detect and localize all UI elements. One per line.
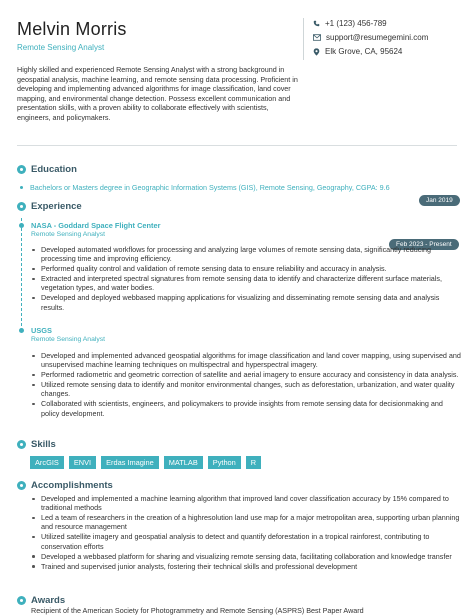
experience-timeline <box>21 218 22 326</box>
email-text: support@resumegemini.com <box>326 33 429 42</box>
job-role: Remote Sensing Analyst <box>31 231 106 238</box>
contact-email[interactable] <box>313 33 428 42</box>
contact-location <box>313 47 402 56</box>
header-divider <box>303 18 304 60</box>
accomplishments-list <box>31 494 461 572</box>
section-bullet-icon <box>17 481 26 490</box>
skills-heading: Skills <box>31 439 56 450</box>
experience-section-header <box>17 201 82 212</box>
candidate-title: Remote Sensing Analyst <box>17 43 105 52</box>
list-item: Developed and implemented a machine learning algorithm that improved land cover classification accuracy by 15% compared to traditional methods <box>41 494 461 512</box>
skill-tag: MATLAB <box>164 456 203 469</box>
awards-section-header <box>17 595 65 606</box>
list-item: Performed radiometric and geometric correction of satellite and aerial imagery to ensure accuracy and consistency in data analysis. <box>41 370 461 379</box>
experience-heading: Experience <box>31 201 82 212</box>
skill-tag: Python <box>208 456 241 469</box>
list-item: Developed and implemented advanced geospatial algorithms for image classification and land cover mapping, using supervised and unsupervised machine learning techniques on multispectral and hyperspectral imagery. <box>41 351 461 370</box>
skills-section-header <box>17 439 56 450</box>
list-item: Extracted and interpreted spectral signatures from remote sensing data to identify and characterize different surface materials, vegetation types, and water bodies. <box>41 274 449 292</box>
accomplishments-section-header <box>17 480 113 491</box>
skill-tag: ENVI <box>69 456 96 469</box>
location-text: Elk Grove, CA, 95624 <box>325 47 403 56</box>
list-item: Trained and supervised junior analysts, fostering their technical skills and professional development <box>41 562 461 571</box>
skill-tag: Erdas Imagine <box>101 456 159 469</box>
skills-list <box>30 456 261 469</box>
award-item: Recipient of the American Society for Photogrammetry and Remote Sensing (ASPRS) Best Paper Award <box>31 606 364 615</box>
skill-tag: R <box>246 456 261 469</box>
job-bullets <box>31 245 449 313</box>
section-bullet-icon <box>17 440 26 449</box>
education-entry: Bachelors or Masters degree in Geographic Information Systems (GIS), Remote Sensing, Geography, CGPA: 9.6 <box>30 183 390 192</box>
list-item: Developed a webbased platform for sharing and visualizing remote sensing data, facilitating collaboration and knowledge transfer <box>41 552 461 561</box>
education-heading: Education <box>31 164 77 175</box>
email-icon <box>313 34 321 41</box>
list-item: Developed automated workflows for processing and analyzing large volumes of remote sensing data, significantly reducing processing time and improving efficiency. <box>41 245 449 263</box>
skill-tag: ArcGIS <box>30 456 64 469</box>
job-role: Remote Sensing Analyst <box>31 336 106 343</box>
list-item: Developed and deployed webbased mapping applications for visualizing and disseminating remote sensing data and analysis results. <box>41 293 449 311</box>
job-company: USGS <box>31 326 52 335</box>
accomplishments-heading: Accomplishments <box>31 480 113 491</box>
list-item: Led a team of researchers in the creation of a highresolution land use map for a major metropolitan area, supporting urban planning and resource management <box>41 513 460 532</box>
list-item: Utilized satellite imagery and geospatial analysis to detect and quantify deforestation in a tropical rainforest, contributing to conservation efforts <box>41 532 461 550</box>
contact-phone[interactable] <box>313 19 387 28</box>
timeline-dot <box>19 223 24 228</box>
job-date-badge: Feb 2023 - Present <box>389 239 459 250</box>
awards-heading: Awards <box>31 595 66 606</box>
job-bullets <box>31 351 461 419</box>
timeline-dot <box>20 186 23 189</box>
section-bullet-icon <box>17 596 26 605</box>
job-company: NASA - Goddard Space Flight Center <box>31 221 161 230</box>
section-bullet-icon <box>17 165 26 174</box>
list-item: Collaborated with scientists, engineers, and policymakers to provide insights from remote sensing data for decisionmaking and policy development. <box>41 399 461 417</box>
section-divider <box>17 145 457 146</box>
education-date-badge: Jan 2019 <box>419 195 460 206</box>
candidate-name: Melvin Morris <box>17 19 127 39</box>
education-section-header <box>17 164 77 175</box>
summary-paragraph: Highly skilled and experienced Remote Sensing Analyst with a strong background in geospatial analysis, machine learning, and remote sensing data processing. Proficient in developing and implementing advanced algorithms for image classification, land cover mapping, and environmental change detection. Possess excellent communication and presentation skills, with a proven ability to collaborate effectively with scientists, engineers, and policymakers. <box>17 65 298 122</box>
list-item: Utilized remote sensing data to identify and monitor environmental changes, such as deforestation, urbanization, and water quality changes. <box>41 380 461 398</box>
list-item: Performed quality control and validation of remote sensing data to ensure reliability and accuracy in analysis. <box>41 264 449 273</box>
section-bullet-icon <box>17 202 26 211</box>
phone-text: +1 (123) 456-789 <box>325 19 387 28</box>
location-icon <box>313 48 320 56</box>
phone-icon <box>313 20 320 27</box>
timeline-dot <box>19 328 24 333</box>
